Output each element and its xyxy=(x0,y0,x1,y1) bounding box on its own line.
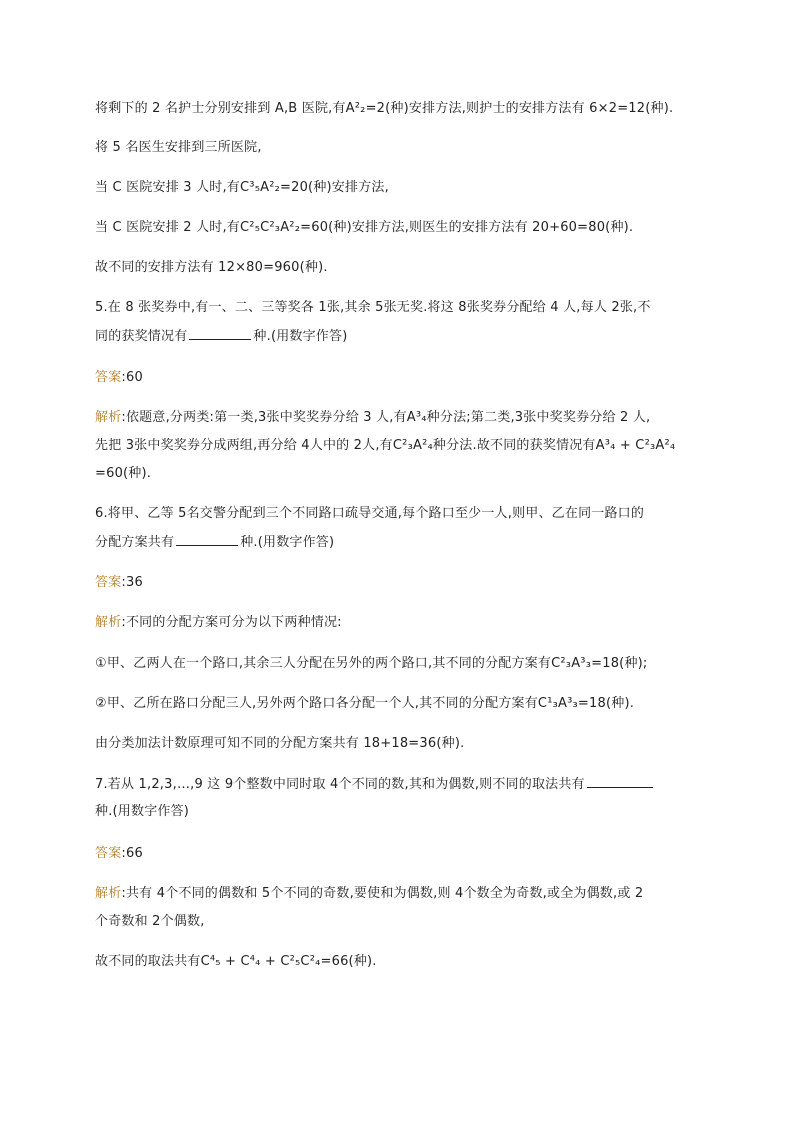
text-line: 故不同的安排方法有 12×80=960(种). xyxy=(95,260,328,275)
question-7-line-1 xyxy=(95,775,705,794)
analysis-line: 由分类加法计数原理可知不同的分配方案共有 18+18=36(种). xyxy=(95,736,465,751)
question-5-prompt: 同的获奖情况有 xyxy=(95,329,188,344)
text-line: 当 C 医院安排 3 人时,有C³₅A²₂=20(种)安排方法, xyxy=(95,180,389,195)
answer-value: :60 xyxy=(121,370,143,385)
question-5-line-1: 5.在 8 张奖券中,有一、二、三等奖各 1张,其余 5张无奖.将这 8张奖券分配给 4 人,每人 2张,不 xyxy=(95,300,651,315)
question-6-prompt: 分配方案共有 xyxy=(95,535,175,550)
answer-label: 答案 xyxy=(95,575,122,590)
answer-blank xyxy=(189,327,251,340)
answer-line xyxy=(95,369,705,387)
analysis-line xyxy=(95,409,705,427)
analysis-label: 解析 xyxy=(95,410,122,425)
analysis-line xyxy=(95,885,705,903)
text-line: 将剩下的 2 名护士分别安排到 A,B 医院,有A²₂=2(种)安排方法,则护士的安排方法有 6×2=12(种). xyxy=(95,101,674,116)
question-6-line-2 xyxy=(95,533,705,552)
analysis-label: 解析 xyxy=(95,615,122,630)
text-line: 当 C 医院安排 2 人时,有C²₅C²₃A²₂=60(种)安排方法,则医生的安排方法有 20+60=80(种). xyxy=(95,220,634,235)
analysis-line: ①甲、乙两人在一个路口,其余三人分配在另外的两个路口,其不同的分配方案有C²₃A³₃=18(种); xyxy=(95,656,648,671)
analysis-line: 个奇数和 2个偶数, xyxy=(95,914,205,929)
answer-blank xyxy=(587,775,653,788)
answer-blank xyxy=(176,533,238,546)
question-5-line-2 xyxy=(95,327,705,346)
question-6-suffix: 种.(用数字作答) xyxy=(240,535,335,550)
analysis-line: 先把 3张中奖奖券分成两组,再分给 4人中的 2人,有C²₃A²₄种分法.故不同的获奖情况有A³₄ + C²₃A²₄ xyxy=(95,438,676,453)
analysis-line xyxy=(95,614,705,632)
analysis-line: 故不同的取法共有C⁴₅ + C⁴₄ + C²₅C²₄=66(种). xyxy=(95,954,377,969)
analysis-text: :不同的分配方案可分为以下两种情况: xyxy=(121,615,342,630)
answer-label: 答案 xyxy=(95,370,122,385)
answer-line xyxy=(95,574,705,592)
analysis-label: 解析 xyxy=(95,886,122,901)
question-7-line-2: 种.(用数字作答) xyxy=(95,804,190,819)
answer-value: :66 xyxy=(121,846,143,861)
answer-line xyxy=(95,845,705,863)
analysis-line: ②甲、乙所在路口分配三人,另外两个路口各分配一个人,其不同的分配方案有C¹₃A³₃=18(种). xyxy=(95,696,635,711)
analysis-text: :依题意,分两类:第一类,3张中奖奖券分给 3 人,有A³₄种分法;第二类,3张中奖奖券分给 2 人, xyxy=(121,410,651,425)
analysis-text: :共有 4个不同的偶数和 5个不同的奇数,要使和为偶数,则 4个数全为奇数,或全为偶数,或 2 xyxy=(121,886,644,901)
answer-label: 答案 xyxy=(95,846,122,861)
question-5-suffix: 种.(用数字作答) xyxy=(253,329,348,344)
text-line: 将 5 名医生安排到三所医院, xyxy=(95,140,262,155)
analysis-line: =60(种). xyxy=(95,466,152,481)
question-6-line-1: 6.将甲、乙等 5名交警分配到三个不同路口疏导交通,每个路口至少一人,则甲、乙在同一路口的 xyxy=(95,506,645,521)
answer-value: :36 xyxy=(121,575,143,590)
question-7-prompt: 7.若从 1,2,3,…,9 这 9个整数中同时取 4个不同的数,其和为偶数,则不同的取法共有 xyxy=(95,777,585,792)
